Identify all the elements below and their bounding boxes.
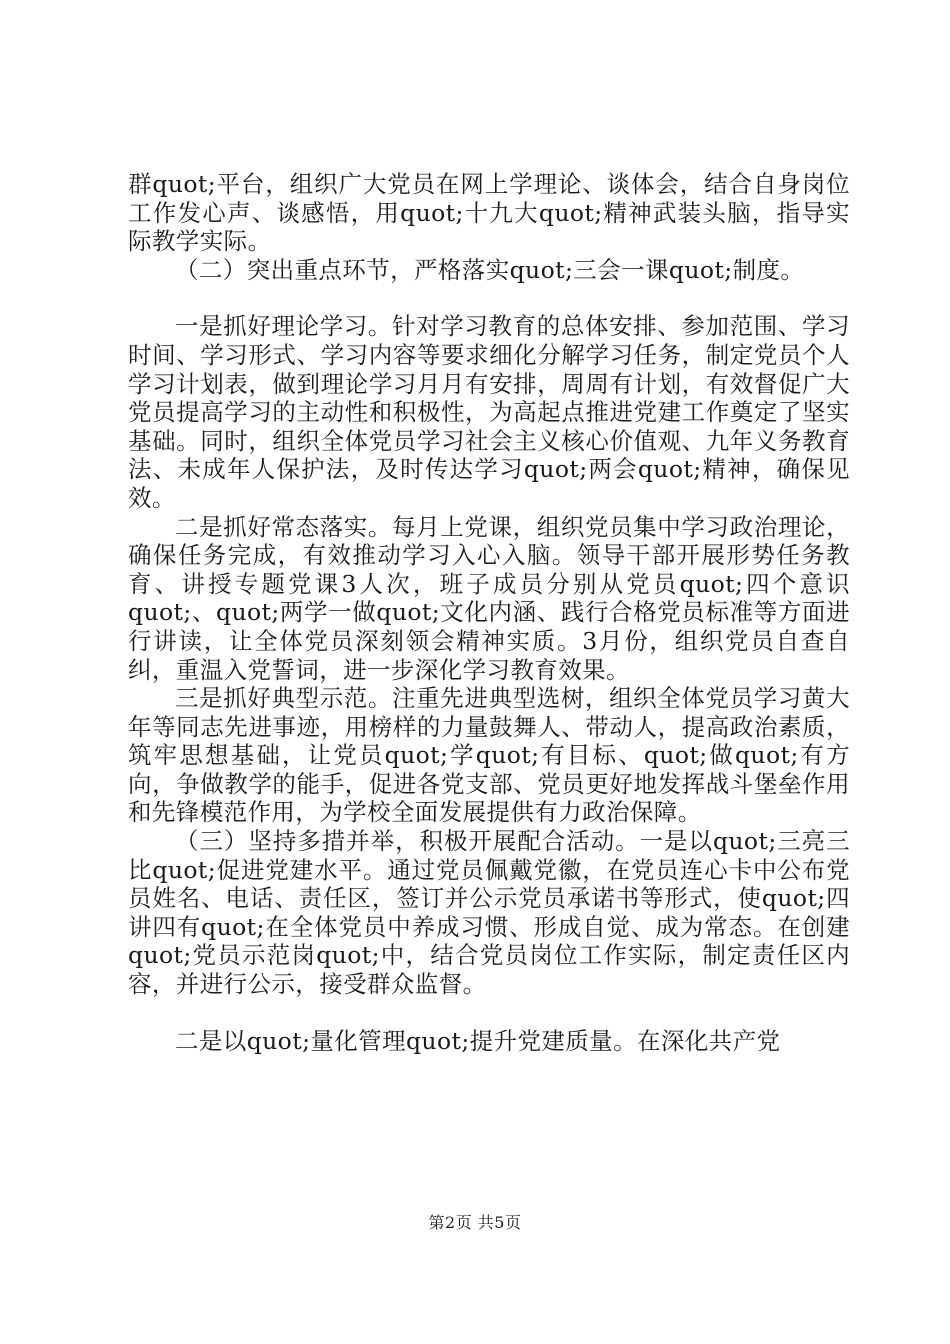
body-text: [128, 170, 850, 1055]
paragraph-theory-study: 一是抓好理论学习。针对学习教育的总体安排、参加范围、学习时间、学习形式、学习内容等要求细化分解学习任务，制定党员个人学习计划表，做到理论学习月月有安排，周周有计划，有效督促广大党员提高学习的主动性和积极性，为高起点推进党建工作奠定了坚实基础。同时，组织全体党员学习社会主义核心价值观、九年义务教育法、未成年人保护法，及时传达学习quot;两会quot;精神，确保见效。: [128, 312, 850, 512]
paragraph-routine: 二是抓好常态落实。每月上党课，组织党员集中学习政治理论，确保任务完成，有效推动学习入心入脑。领导干部开展形势任务教育、讲授专题党课3人次，班子成员分别从党员quot;四个意识quot;、quot;两学一做quot;文化内涵、践行合格党员标准等方面进行讲读，让全体党员深刻领会精神实质。3月份，组织党员自查自纠，重温入党誓词，进一步深化学习教育效果。: [128, 512, 850, 684]
paragraph-model: 三是抓好典型示范。注重先进典型选树，组织全体党员学习黄大年等同志先进事迹，用榜样的力量鼓舞人、带动人，提高政治素质，筑牢思想基础，让党员quot;学quot;有目标、quot;做quot;有方向，争做教学的能手，促进各党支部、党员更好地发挥战斗堡垒作用和先锋模范作用，为学校全面发展提供有力政治保障。: [128, 684, 850, 827]
paragraph-continuation: 群quot;平台，组织广大党员在网上学理论、谈体会，结合自身岗位工作发心声、谈感悟，用quot;十九大quot;精神武装头脑，指导实际教学实际。: [128, 170, 850, 256]
page-number: 第2页 共5页: [428, 1213, 522, 1232]
section-heading-2: （二）突出重点环节，严格落实quot;三会一课quot;制度。: [175, 255, 805, 284]
section-heading-3: （三）坚持多措并举，积极开展配合活动。一是以quot;三亮三比quot;促进党建水平。通过党员佩戴党徽，在党员连心卡中公布党员姓名、电话、责任区，签订并公示党员承诺书等形式，使quot;四讲四有quot;在全体党员中养成习惯、形成自觉、成为常态。在创建quot;党员示范岗quot;中，结合党员岗位工作实际，制定责任区内容，并进行公示，接受群众监督。: [128, 827, 850, 999]
paragraph-quantified: 二是以quot;量化管理quot;提升党建质量。在深化共产党: [175, 1026, 781, 1055]
